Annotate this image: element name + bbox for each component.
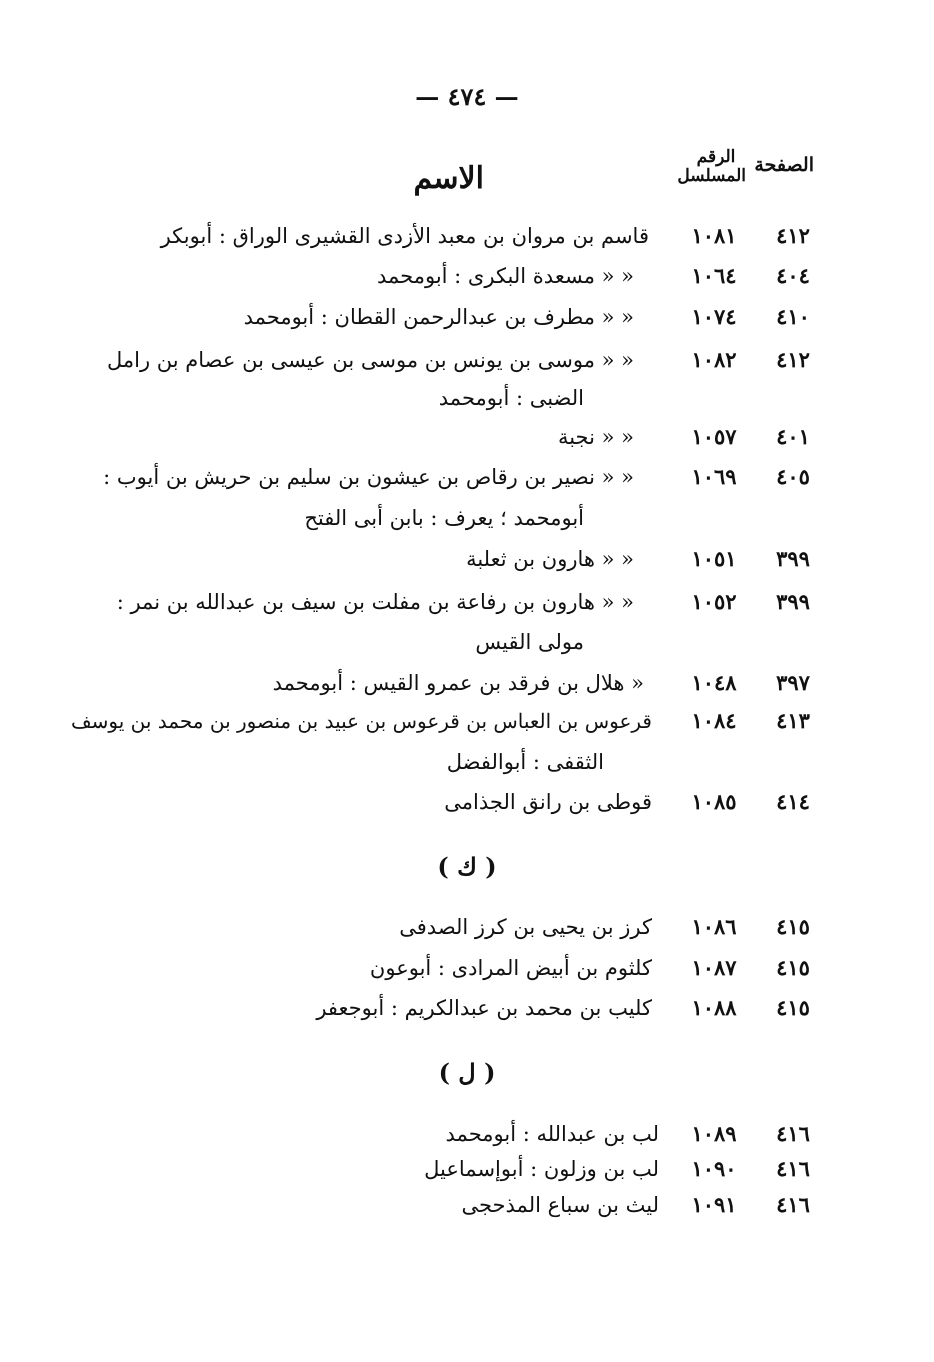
- entry-serial: ١٠٨٥: [691, 789, 737, 814]
- header-name: الاسم: [413, 161, 484, 196]
- entry-serial: ١٠٩٠: [691, 1156, 737, 1181]
- entry-name: قرعوس بن العباس بن قرعوس بن عبيد بن منصور بن محمد بن يوسف: [70, 709, 652, 733]
- list-item: [0, 907, 934, 947]
- entry-serial: ١٠٦٩: [691, 464, 737, 489]
- list-item: [0, 663, 934, 703]
- list-item: [0, 457, 934, 497]
- entry-serial: ١٠٨٢: [691, 347, 737, 372]
- entry-name: « « مسعدة البكرى : أبومحمد: [377, 264, 634, 288]
- list-item: [0, 582, 934, 622]
- entry-name: « « هارون بن رفاعة بن مفلت بن سيف بن عبدالله بن نمر :: [116, 590, 634, 614]
- entry-page: ٤١٣: [776, 708, 810, 733]
- entry-page: ٤٠١: [776, 424, 810, 449]
- entry-page: ٤١٥: [776, 914, 810, 939]
- entry-name: « « موسى بن يونس بن موسى بن عيسى بن عصام بن رامل: [106, 348, 634, 372]
- entry-serial: ١٠٧٤: [691, 304, 737, 329]
- entry-page: ٤١٦: [776, 1192, 810, 1217]
- entry-name: « « نجبة: [557, 425, 634, 449]
- list-item: [0, 297, 934, 337]
- entry-serial: ١٠٤٨: [691, 670, 737, 695]
- list-item: [0, 1149, 934, 1189]
- list-item: [0, 988, 934, 1028]
- entry-name: « هلال بن فرقد بن عمرو القيس : أبومحمد: [272, 671, 644, 695]
- entry-page: ٤١٢: [776, 223, 810, 248]
- entry-serial: ١٠٨٩: [691, 1121, 737, 1146]
- list-item: [0, 701, 934, 741]
- list-item: [0, 417, 934, 457]
- entry-serial: ١٠٨٦: [691, 914, 737, 939]
- entry-serial: ١٠٨١: [691, 223, 737, 248]
- entry-page: ٣٩٩: [776, 589, 810, 614]
- entry-serial: ١٠٥٢: [691, 589, 737, 614]
- list-item: [0, 782, 934, 822]
- entry-page: ٤٠٤: [776, 263, 810, 288]
- list-item: [0, 948, 934, 988]
- entry-name: كليب بن محمد بن عبدالكريم : أبوجعفر: [316, 996, 652, 1020]
- entry-page: ٤١٥: [776, 955, 810, 980]
- entry-name: كلثوم بن أبيض المرادى : أبوعون: [369, 956, 652, 980]
- entry-page: ٣٩٩: [776, 546, 810, 571]
- section-heading-kaf: ( ك ): [437, 852, 497, 881]
- entry-serial: ١٠٨٨: [691, 995, 737, 1020]
- section-heading-lam: ( ل ): [438, 1058, 496, 1087]
- entry-continuation: الثقفى : أبوالفضل: [446, 750, 604, 774]
- header-page: الصفحة: [754, 154, 814, 176]
- entry-name: « « مطرف بن عبدالرحمن القطان : أبومحمد: [243, 305, 634, 329]
- entry-continuation: مولى القيس: [475, 630, 584, 654]
- list-item: [0, 1114, 934, 1154]
- list-item: [0, 1185, 934, 1225]
- entry-page: ٤١٦: [776, 1156, 810, 1181]
- entry-page: ٤١٤: [776, 789, 810, 814]
- list-item: [0, 256, 934, 296]
- entry-serial: ١٠٥٧: [691, 424, 737, 449]
- entry-page: ٤٠٥: [776, 464, 810, 489]
- list-item: [0, 539, 934, 579]
- entry-serial: ١٠٦٤: [691, 263, 737, 288]
- list-item: [0, 340, 934, 380]
- entry-name: قوطى بن رانق الجذامى: [444, 790, 652, 814]
- entry-serial: ١٠٨٤: [691, 708, 737, 733]
- entry-name: كرز بن يحيى بن كرز الصدفى: [399, 915, 652, 939]
- entry-name: « « هارون بن ثعلبة: [466, 547, 634, 571]
- entry-name: لب بن عبدالله : أبومحمد: [445, 1122, 659, 1146]
- entry-page: ٣٩٧: [776, 670, 810, 695]
- list-item: [0, 216, 934, 256]
- entry-page: ٤١٦: [776, 1121, 810, 1146]
- entry-page: ٤١٠: [776, 304, 810, 329]
- entry-page: ٤١٥: [776, 995, 810, 1020]
- page-number: — ٤٧٤ —: [415, 82, 519, 111]
- entry-name: « « نصير بن رقاص بن عيشون بن سليم بن حريش بن أيوب :: [103, 465, 634, 489]
- entry-name: قاسم بن مروان بن معبد الأزدى القشيرى الوراق : أبوبكر: [160, 224, 649, 248]
- entry-serial: ١٠٥١: [691, 546, 737, 571]
- header-serial: الرقم المسلسل: [677, 147, 746, 186]
- entry-continuation: الضبى : أبومحمد: [438, 386, 584, 410]
- entry-continuation: أبومحمد ؛ يعرف : بابن أبى الفتح: [304, 506, 584, 530]
- entry-serial: ١٠٩١: [691, 1192, 737, 1217]
- entry-name: ليث بن سباع المذحجى: [461, 1193, 659, 1217]
- entry-name: لب بن وزلون : أبوإسماعيل: [424, 1157, 659, 1181]
- entry-serial: ١٠٨٧: [691, 955, 737, 980]
- entry-page: ٤١٢: [776, 347, 810, 372]
